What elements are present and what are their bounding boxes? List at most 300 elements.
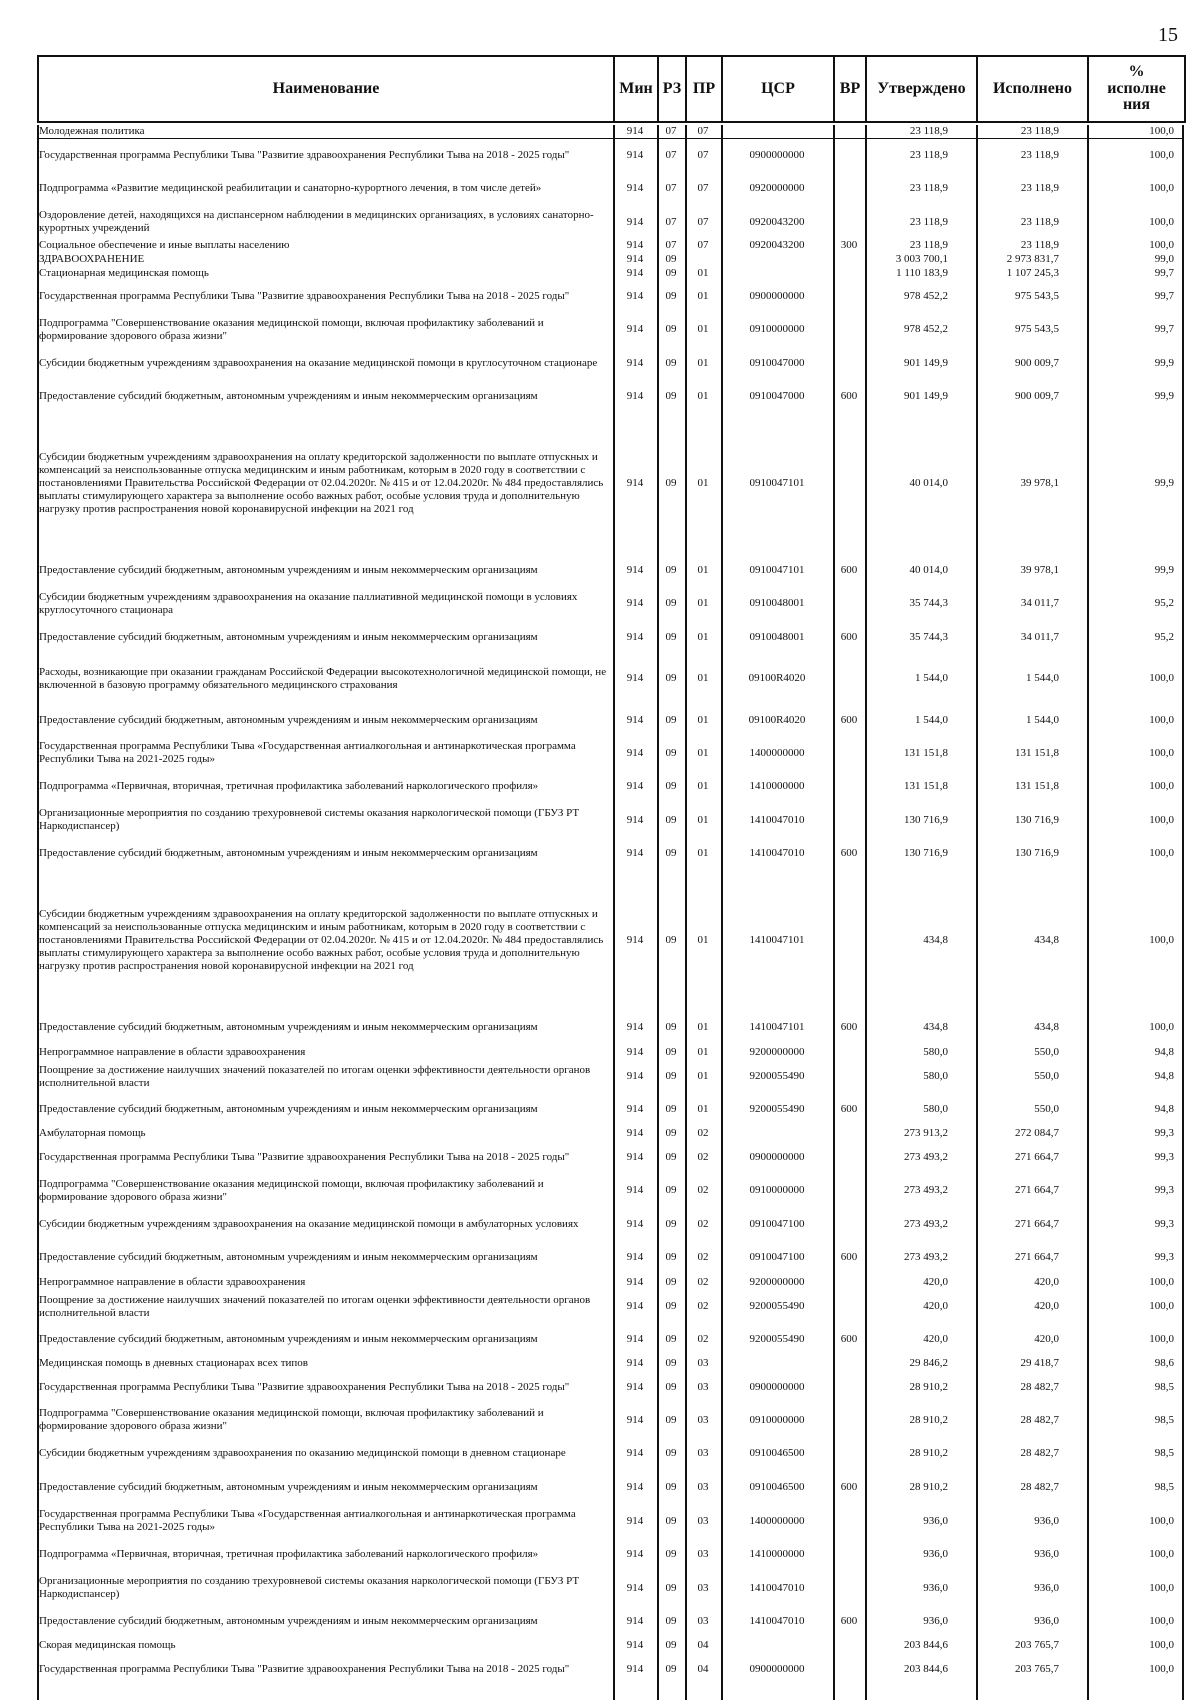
cell-vr [833,313,865,347]
cell-rz: 09 [665,1251,677,1263]
cell-percent: 98,5 [1154,1413,1174,1426]
cell-executed: 936,0 [1034,1581,1059,1594]
cell-vr [833,1505,865,1538]
header-percent-line1: % [1128,62,1145,80]
cell-percent: 100,0 [1149,1300,1174,1312]
cell-min: 914 [626,1127,644,1139]
cell-pr: 03 [697,1357,709,1369]
cell-min: 914 [626,323,644,335]
table-row [37,1572,1184,1605]
cell-percent: 100,0 [1149,1663,1174,1675]
cell-executed: 1 107 245,3 [1006,267,1059,279]
cell-percent: 100,0 [1149,813,1174,826]
cell-csr: 1400000000 [749,746,805,759]
cell-csr: 9200000000 [749,1046,805,1058]
cell-min: 914 [626,1663,644,1675]
table-row [37,125,1184,139]
cell-executed: 271 664,7 [1015,1150,1059,1163]
cell-percent: 98,5 [1154,1447,1174,1459]
cell-rz: 09 [665,563,677,576]
cell-name: Предоставление субсидий бюджетным, автономным учреждениям и иным некоммерческим организациям [39,390,538,402]
cell-name: Субсидии бюджетным учреждениям здравоохранения на оказание медицинской помощи в круглосуточном стационаре [39,356,598,369]
cell-percent: 100,0 [1149,182,1174,194]
cell-percent: 100,0 [1149,1548,1174,1560]
cell-executed: 203 765,7 [1015,1638,1059,1651]
cell-percent: 100,0 [1149,1638,1174,1651]
table-row [37,1371,1184,1404]
cell-rz: 09 [665,1514,677,1527]
cell-csr: 0910047100 [749,1251,805,1263]
cell-vr [833,1404,865,1437]
cell-pr: 01 [697,934,709,946]
cell-name: Скорая медицинская помощь [39,1638,176,1651]
cell-vr: 600 [840,1251,858,1263]
cell-approved: 29 846,2 [909,1357,948,1369]
cell-pr: 02 [697,1251,709,1263]
cell-pr: 01 [697,290,709,302]
cell-min: 914 [626,1217,644,1230]
cell-approved: 936,0 [923,1514,948,1527]
cell-pr: 01 [697,746,709,759]
cell-vr [833,125,865,139]
cell-vr [833,1572,865,1605]
table-row [37,206,1184,239]
cell-pr: 01 [697,597,709,609]
cell-csr: 1410047101 [749,1021,805,1033]
cell-name: Поощрение за достижение наилучших значений показателей по итогам оценки эффективности деятельности органов исполнительной власти [39,1063,591,1089]
cell-rz: 09 [665,1184,677,1196]
header-percent-line2: исполне [1107,79,1166,97]
header-min: Мин [614,56,658,122]
cell-csr: 1410000000 [749,1548,805,1560]
cell-approved: 580,0 [923,1103,948,1115]
table-row [37,281,1184,313]
cell-rz: 09 [665,1380,677,1393]
table-row [37,172,1184,206]
cell-executed: 975 543,5 [1015,323,1059,335]
cell-min: 914 [626,1614,644,1627]
cell-csr: 09100R4020 [748,713,806,726]
cell-percent: 99,7 [1154,290,1174,302]
cell-percent: 100,0 [1149,148,1174,161]
cell-executed: 936,0 [1034,1514,1059,1527]
cell-min: 914 [626,1413,644,1426]
cell-min: 914 [626,1333,644,1345]
cell-executed: 900 009,7 [1015,356,1059,369]
cell-rz: 07 [665,239,677,251]
cell-executed: 28 482,7 [1020,1481,1059,1493]
cell-min: 914 [626,713,644,726]
cell-percent: 100,0 [1087,125,1184,139]
cell-approved: 131 151,8 [904,746,948,759]
cell-pr: 03 [697,1514,709,1527]
cell-vr [833,1357,865,1371]
cell-name: Государственная программа Республики Тыва "Развитие здравоохранения Республики Тыва на 2018 - 2025 годы" [39,1663,570,1675]
table-row [37,1404,1184,1437]
cell-pr: 02 [697,1127,709,1139]
cell-min: 914 [626,1548,644,1560]
cell-min: 914 [626,1357,644,1369]
cell-csr: 9200055490 [749,1333,805,1345]
cell-executed: 936,0 [1034,1548,1059,1560]
table-row [37,139,1184,172]
cell-pr: 01 [697,713,709,726]
cell-percent: 98,5 [1154,1481,1174,1493]
cell-min: 914 [626,1300,644,1312]
cell-vr [833,267,865,281]
cell-csr [721,1357,833,1371]
cell-vr: 600 [840,713,858,726]
header-percent [1088,56,1185,122]
cell-pr: 07 [697,239,709,251]
cell-min: 914 [626,1184,644,1196]
cell-executed: 130 716,9 [1015,847,1059,859]
table-header [37,55,1186,123]
cell-pr: 03 [697,1481,709,1493]
cell-percent: 100,0 [1149,672,1174,684]
cell-csr: 0910047101 [749,477,805,489]
cell-csr: 0900000000 [749,1663,805,1675]
cell-pr: 01 [697,1021,709,1033]
cell-csr: 0900000000 [749,1150,805,1163]
cell-percent: 94,8 [1154,1103,1174,1115]
cell-vr [833,1538,865,1572]
cell-vr: 600 [840,1103,858,1115]
header-csr: ЦСР [722,56,834,122]
cell-executed: 23 118,9 [1020,239,1059,251]
cell-percent: 99,9 [1154,390,1174,402]
cell-executed: 39 978,1 [1020,477,1059,489]
cell-csr [721,1127,833,1141]
cell-percent: 100,0 [1149,746,1174,759]
cell-percent: 99,3 [1154,1150,1174,1163]
cell-vr: 600 [840,563,858,576]
cell-percent: 95,2 [1154,630,1174,643]
cell-approved: 28 910,2 [909,1380,948,1393]
cell-min: 914 [626,1150,644,1163]
cell-name: Предоставление субсидий бюджетным, автономным учреждениям и иным некоммерческим организациям [39,1103,538,1115]
cell-csr: 0910000000 [749,1413,805,1426]
cell-approved: 203 844,6 [904,1638,948,1651]
cell-approved: 35 744,3 [909,630,948,643]
cell-pr: 01 [697,672,709,684]
cell-min: 914 [626,597,644,609]
cell-csr [721,253,833,267]
cell-name: Предоставление субсидий бюджетным, автономным учреждениям и иным некоммерческим организациям [39,630,538,643]
cell-name: Субсидии бюджетным учреждениям здравоохранения на оплату кредиторской задолженности по выплате отпускных и компенсаций за неиспользованные отпуска медицинским и иным работникам, которым в 2020 году в соответствии с постановлениями Правительства Российской Федерации от 02.04.2020г. № 415 и от 12.04.2020г. № 484 предоставлялись выплаты стимулирующего характера за выполнение особо важных работ, особые условия труда и дополнительную нагрузку против распространения новой коронавирусной инфекции на 2021 год [39,908,604,972]
cell-approved: 434,8 [923,1021,948,1033]
cell-percent: 100,0 [1149,1333,1174,1345]
cell-approved: 1 544,0 [915,713,948,726]
cell-executed: 975 543,5 [1015,290,1059,302]
cell-percent: 99,3 [1154,1251,1174,1263]
cell-executed: 550,0 [1034,1046,1059,1058]
table-row [37,414,1184,554]
cell-min: 914 [626,746,644,759]
cell-approved: 28 910,2 [909,1481,948,1493]
cell-name: Оздоровление детей, находящихся на диспансерном наблюдении в медицинских организациях, в условиях санаторно-курортных учреждений [39,209,594,234]
table-row [37,239,1184,253]
cell-name: Государственная программа Республики Тыва "Развитие здравоохранения Республики Тыва на 2018 - 2025 годы" [39,1150,570,1163]
cell-pr: 01 [697,390,709,402]
table-row [37,1505,1184,1538]
table-row [37,1471,1184,1505]
cell-min: 914 [626,1514,644,1527]
cell-vr: 600 [840,1481,858,1493]
cell-vr [833,654,865,704]
table-row [37,1093,1184,1127]
cell-csr: 0910046500 [749,1447,805,1459]
header-rz: РЗ [658,56,686,122]
cell-executed: 271 664,7 [1015,1184,1059,1196]
cell-executed: 550,0 [1034,1070,1059,1082]
cell-name: Подпрограмма «Первичная, вторичная, третичная профилактика заболеваний наркологического профиля» [39,780,539,792]
cell-percent: 99,9 [1154,563,1174,576]
cell-name: Подпрограмма "Совершенствование оказания медицинской помощи, включая профилактику заболеваний и формирование здорового образа жизни" [39,316,544,342]
table-row [37,1011,1184,1045]
cell-percent: 99,9 [1154,477,1174,489]
cell-approved: 273 913,2 [904,1127,948,1139]
cell-percent: 98,5 [1154,1380,1174,1393]
header-pr: ПР [686,56,722,122]
cell-rz: 09 [665,477,677,489]
cell-name: Расходы, возникающие при оказании гражданам Российской Федерации высокотехнологичной медицинской помощи, не включенной в базовую программу обязательного медицинского страхования [39,665,607,691]
table-row [37,1323,1184,1357]
cell-executed: 1 544,0 [1026,672,1059,684]
cell-vr: 300 [840,239,858,251]
cell-pr: 01 [697,813,709,826]
cell-name: Подпрограмма "Совершенствование оказания медицинской помощи, включая профилактику заболеваний и формирование здорового образа жизни" [39,1177,544,1203]
cell-rz: 07 [665,148,677,161]
cell-approved: 130 716,9 [904,847,948,859]
cell-percent: 95,2 [1154,597,1174,609]
cell-percent: 100,0 [1149,215,1174,228]
cell-min: 914 [626,390,644,402]
cell-executed: 131 151,8 [1015,746,1059,759]
cell-executed: 434,8 [1034,934,1059,946]
cell-rz: 09 [665,1663,677,1675]
cell-pr: 07 [697,148,709,161]
cell-approved: 28 910,2 [909,1447,948,1459]
cell-rz: 09 [665,1103,677,1115]
cell-executed: 131 151,8 [1015,780,1059,792]
cell-pr: 01 [697,847,709,859]
cell-vr: 600 [840,1021,858,1033]
cell-csr: 1400000000 [749,1514,805,1527]
cell-rz: 09 [665,847,677,859]
cell-pr: 03 [697,1581,709,1594]
table-row [37,1127,1184,1141]
cell-name: Субсидии бюджетным учреждениям здравоохранения на оказание медицинской помощи в амбулаторных условиях [39,1217,579,1230]
cell-rz: 07 [665,182,677,194]
table-row [37,1538,1184,1572]
cell-rz: 09 [665,672,677,684]
table-row [37,587,1184,621]
cell-approved: 936,0 [923,1614,948,1627]
cell-vr [833,770,865,804]
cell-vr: 600 [840,1614,858,1627]
cell-percent: 99,7 [1154,323,1174,335]
cell-name: Предоставление субсидий бюджетным, автономным учреждениям и иным некоммерческим организациям [39,1614,538,1627]
cell-approved: 1 544,0 [915,672,948,684]
cell-name: Подпрограмма «Первичная, вторичная, третичная профилактика заболеваний наркологического профиля» [39,1548,539,1560]
cell-csr: 1410047010 [749,1614,805,1627]
table-row [37,554,1184,587]
table-row [37,1174,1184,1208]
cell-approved: 40 014,0 [909,477,948,489]
cell-rz: 09 [665,713,677,726]
cell-pr: 01 [697,356,709,369]
cell-vr [833,1638,865,1653]
cell-min: 914 [626,1581,644,1594]
cell-pr: 01 [697,780,709,792]
cell-rz: 09 [665,1070,677,1082]
table-row [37,621,1184,654]
cell-name: Государственная программа Республики Тыва "Развитие здравоохранения Республики Тыва на 2018 - 2025 годы" [39,148,570,161]
cell-csr: 0910047000 [749,390,805,402]
cell-pr: 03 [697,1548,709,1560]
cell-csr [721,125,833,139]
cell-executed: 272 084,7 [1015,1127,1059,1139]
cell-name: Предоставление субсидий бюджетным, автономным учреждениям и иным некоммерческим организациям [39,563,538,576]
cell-approved: 273 493,2 [904,1150,948,1163]
cell-pr: 07 [697,182,709,194]
cell-executed: 420,0 [1034,1276,1059,1288]
cell-approved: 420,0 [923,1333,948,1345]
cell-vr [833,1061,865,1093]
cell-approved: 3 003 700,1 [895,253,948,265]
cell-csr: 09100R4020 [748,672,806,684]
cell-rz: 09 [665,1150,677,1163]
cell-percent: 100,0 [1149,713,1174,726]
cell-min: 914 [626,1380,644,1393]
cell-min: 914 [626,477,644,489]
cell-vr [833,1275,865,1291]
cell-vr [833,172,865,206]
cell-vr [833,1127,865,1141]
cell-vr [833,414,865,554]
cell-min: 914 [626,215,644,228]
table-row [37,1605,1184,1638]
cell-min: 914 [626,1638,644,1651]
cell-csr: 9200055490 [749,1300,805,1312]
table-row [37,1045,1184,1061]
cell-vr [833,1291,865,1323]
cell-rz: 09 [665,1333,677,1345]
cell-csr: 0910000000 [749,323,805,335]
cell-pr: 03 [697,1614,709,1627]
cell-pr: 03 [697,1413,709,1426]
cell-name: Предоставление субсидий бюджетным, автономным учреждениям и иным некоммерческим организациям [39,1021,538,1033]
table-row [37,704,1184,737]
cell-approved: 1 110 183,9 [896,267,948,279]
cell-rz: 09 [665,934,677,946]
cell-approved: 273 493,2 [904,1217,948,1230]
cell-name: Амбулаторная помощь [39,1127,146,1139]
cell-executed: 34 011,7 [1020,597,1059,609]
cell-csr: 0920043200 [749,215,805,228]
cell-rz: 09 [665,1581,677,1594]
cell-name: Государственная программа Республики Тыва "Развитие здравоохранения Республики Тыва на 2018 - 2025 годы" [39,290,570,302]
cell-min: 914 [626,148,644,161]
table-row [37,1437,1184,1471]
cell-min: 914 [626,1021,644,1033]
cell-percent: 99,7 [1154,267,1174,279]
cell-rz: 09 [665,1276,677,1288]
cell-csr: 0920043200 [749,239,805,251]
cell-executed: 28 482,7 [1020,1413,1059,1426]
cell-executed: 420,0 [1034,1300,1059,1312]
table-row [37,804,1184,837]
cell-min: 914 [626,1276,644,1288]
header-vr: ВР [834,56,866,122]
cell-min: 914 [626,813,644,826]
cell-min: 914 [626,1481,644,1493]
cell-approved: 35 744,3 [909,597,948,609]
cell-vr [833,206,865,239]
cell-rz: 09 [665,630,677,643]
cell-executed: 28 482,7 [1020,1380,1059,1393]
cell-pr: 01 [697,477,709,489]
cell-rz: 09 [665,1447,677,1459]
cell-pr: 03 [697,1447,709,1459]
cell-csr: 0900000000 [749,148,805,161]
cell-executed: 39 978,1 [1020,563,1059,576]
cell-percent: 99,9 [1154,356,1174,369]
cell-rz: 09 [665,1638,677,1651]
cell-name: Непрограммное направление в области здравоохранения [39,1046,306,1058]
table-row [37,654,1184,704]
cell-name: Предоставление субсидий бюджетным, автономным учреждениям и иным некоммерческим организациям [39,847,538,859]
cell-percent: 100,0 [1149,1514,1174,1527]
cell-name: Предоставление субсидий бюджетным, автономным учреждениям и иным некоммерческим организациям [39,1333,538,1345]
cell-rz: 09 [665,1614,677,1627]
cell-executed: 271 664,7 [1015,1217,1059,1230]
cell-percent: 100,0 [1149,1614,1174,1627]
table-row [37,770,1184,804]
cell-percent: 94,8 [1154,1070,1174,1082]
cell-executed: 203 765,7 [1015,1663,1059,1675]
cell-vr: 600 [840,630,858,643]
table-row [37,253,1184,267]
cell-approved: 23 118,9 [909,182,948,194]
cell-executed: 1 544,0 [1026,713,1059,726]
cell-percent: 100,0 [1149,847,1174,859]
table-row [37,267,1184,281]
cell-rz: 09 [665,323,677,335]
cell-rz: 09 [665,390,677,402]
cell-pr: 01 [697,267,709,279]
cell-approved: 28 910,2 [909,1413,948,1426]
cell-vr [833,1208,865,1241]
cell-pr [685,253,721,267]
cell-csr: 0910046500 [749,1481,805,1493]
cell-name: Подпрограмма "Совершенствование оказания медицинской помощи, включая профилактику заболеваний и формирование здорового образа жизни" [39,1407,544,1432]
cell-executed: 271 664,7 [1015,1251,1059,1263]
cell-rz: 09 [665,1046,677,1058]
cell-pr: 07 [697,215,709,228]
cell-rz: 09 [665,290,677,302]
cell-name: Государственная программа Республики Тыва «Государственная антиалкогольная и антинаркотическая программа Республики Тыва на 2021-2025 годы» [39,740,576,765]
cell-min: 914 [626,1046,644,1058]
cell-executed: 434,8 [1034,1021,1059,1033]
cell-name: Организационные мероприятия по созданию трехуровневой системы оказания наркологической помощи (ГБУЗ РТ Наркодиспансер) [39,1575,580,1600]
cell-vr [833,281,865,313]
cell-min: 914 [626,934,644,946]
cell-csr: 0900000000 [749,1380,805,1393]
cell-approved: 40 014,0 [909,563,948,576]
cell-rz: 09 [665,1548,677,1560]
